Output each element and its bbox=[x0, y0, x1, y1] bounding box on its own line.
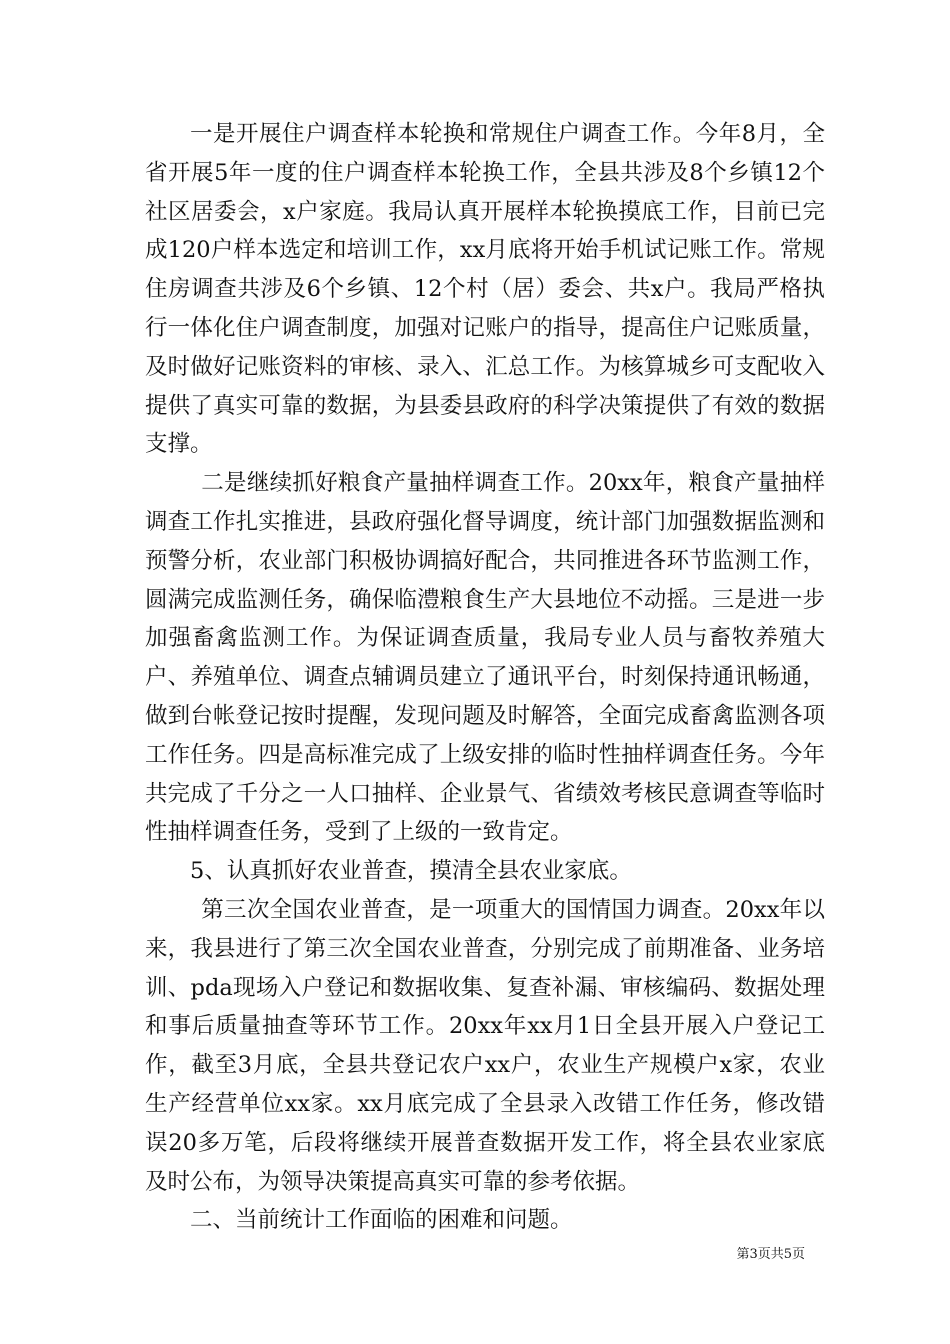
paragraph-agri-census: 第三次全国农业普查，是一项重大的国情国力调查。20xx年以来，我县进行了第三次全国农业普查，分别完成了前期准备、业务培训、pda现场入户登记和数据收集、复查补漏、审核编码、数据处理和事后质量抽查等环节工作。20xx年xx月1日全县开展入户登记工作，截至3月底，全县共登记农户xx户，农业生产规模户x家，农业生产经营单位xx家。xx月底完成了全县录入改错工作任务，修改错误20多万笔，后段将继续开展普查数据开发工作，将全县农业家底及时公布，为领导决策提高真实可靠的参考依据。 bbox=[145, 896, 825, 1195]
page-number-footer: 第3页共5页 bbox=[736, 1247, 805, 1262]
paragraph-grain-survey: 二是继续抓好粮食产量抽样调查工作。20xx年，粮食产量抽样调查工作扎实推进，县政府强化督导调度，统计部门加强数据监测和预警分析，农业部门积极协调搞好配合，共同推进各环节监测工作，圆满完成监测任务，确保临澧粮食生产大县地位不动摇。三是进一步加强畜禽监测工作。为保证调查质量，我局专业人员与畜牧养殖大户、养殖单位、调查点辅调员建立了通讯平台，时刻保持通讯畅通，做到台帐登记按时提醒，发现问题及时解答，全面完成畜禽监测各项工作任务。四是高标准完成了上级安排的临时性抽样调查任务。今年共完成了千分之一人口抽样、企业景气、省绩效考核民意调查等临时性抽样调查任务，受到了上级的一致肯定。 bbox=[145, 470, 825, 846]
document-body bbox=[145, 115, 825, 1240]
paragraph-agri-census-heading: 5、认真抓好农业普查，摸清全县农业家底。 bbox=[190, 858, 632, 885]
paragraph-section-two-heading: 二、当前统计工作面临的困难和问题。 bbox=[190, 1207, 573, 1234]
paragraph-household-survey: 一是开展住户调查样本轮换和常规住户调查工作。今年8月，全省开展5年一度的住户调查样本轮换工作，全县共涉及8个乡镇12个社区居委会，x户家庭。我局认真开展样本轮换摸底工作，目前已完成120户样本选定和培训工作，xx月底将开始手机试记账工作。常规住房调查共涉及6个乡镇、12个村（居）委会、共x户。我局严格执行一体化住户调查制度，加强对记账户的指导，提高住户记账质量，及时做好记账资料的审核、录入、汇总工作。为核算城乡可支配收入提供了真实可靠的数据，为县委县政府的科学决策提供了有效的数据支撑。 bbox=[145, 121, 825, 458]
